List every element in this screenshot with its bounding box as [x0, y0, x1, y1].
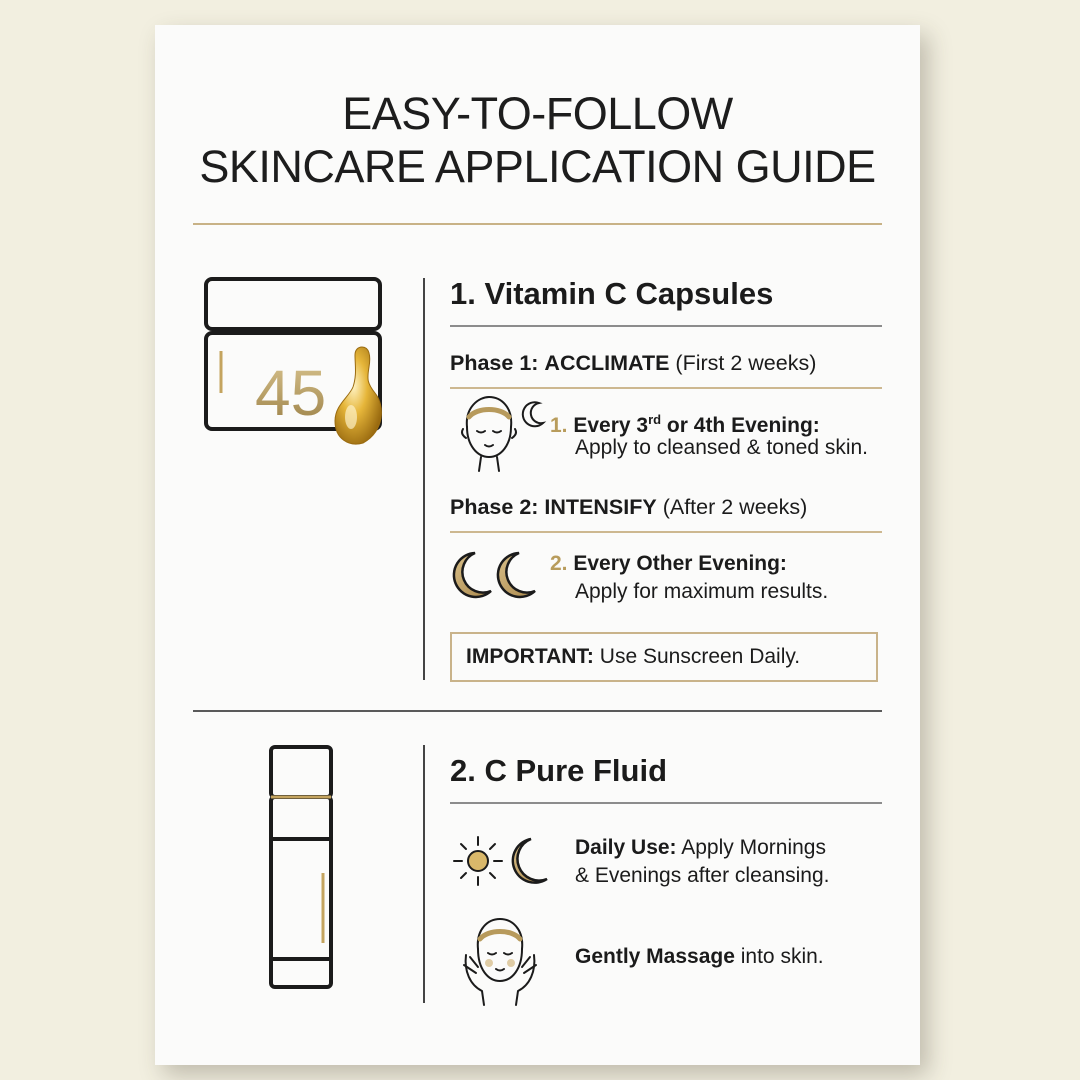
important-note-box	[450, 632, 878, 682]
daily-use-label: Daily Use:	[575, 836, 677, 859]
phase-1-label	[450, 351, 816, 376]
crescent-moon-icon	[513, 839, 547, 883]
phase-1-note: (First 2 weeks)	[675, 351, 817, 375]
phase-1-name: ACCLIMATE	[544, 351, 670, 375]
section-1-heading-rule	[450, 325, 882, 327]
phase-2-note: (After 2 weeks)	[662, 495, 808, 519]
crescent-moon-icon	[498, 553, 535, 597]
step-1-title-pre: Every 3	[573, 414, 649, 437]
title-line-1: EASY-TO-FOLLOW	[342, 88, 733, 139]
phase-2-name: INTENSIFY	[544, 495, 657, 519]
step-1-title-sup: rd	[648, 412, 662, 427]
phase-2-label	[450, 495, 807, 520]
section-divider	[193, 710, 882, 712]
massage-text	[575, 942, 824, 971]
guide-card	[155, 25, 920, 1065]
step-2-title	[550, 549, 787, 578]
capsule-icon	[335, 347, 381, 444]
daily-use-line-1: Apply Mornings	[681, 836, 826, 859]
section-2-heading: 2. C Pure Fluid	[450, 753, 668, 788]
section-1-divider	[423, 278, 425, 680]
step-2-number: 2.	[550, 552, 568, 575]
bottle-icon	[267, 743, 339, 998]
massage-rest: into skin.	[740, 945, 824, 968]
jar-icon	[203, 275, 388, 480]
phase-2-rule	[450, 531, 882, 533]
daily-use-text	[575, 833, 826, 862]
sun-moon-icon	[453, 833, 553, 889]
phase-1-rule	[450, 387, 882, 389]
important-text: Use Sunscreen Daily.	[599, 645, 801, 668]
daily-use-line-2: & Evenings after cleansing.	[575, 864, 830, 887]
jar-number: 45	[255, 357, 327, 429]
page-title	[155, 87, 920, 193]
section-1-heading: 1. Vitamin C Capsules	[450, 276, 774, 311]
crescent-moon-icon	[523, 402, 543, 426]
face-massage-icon	[460, 915, 540, 1007]
section-2-divider	[423, 745, 425, 1003]
face-headband-icon	[457, 393, 547, 475]
crescent-moon-icon	[454, 553, 491, 597]
section-2-heading-rule	[450, 802, 882, 804]
step-2-title-text: Every Other Evening:	[573, 552, 787, 575]
title-line-2: SKINCARE APPLICATION GUIDE	[199, 141, 876, 192]
crescent-moons-icon	[453, 551, 543, 601]
step-2-desc: Apply for maximum results.	[575, 580, 829, 603]
phase-2-prefix: Phase 2:	[450, 495, 539, 519]
step-1-number: 1.	[550, 414, 568, 437]
massage-label: Gently Massage	[575, 945, 735, 968]
important-label: IMPORTANT:	[466, 645, 594, 668]
phase-1-prefix: Phase 1:	[450, 351, 539, 375]
step-1-desc: Apply to cleansed & toned skin.	[575, 436, 869, 459]
step-1-title-post: or 4th Evening:	[661, 414, 820, 437]
sun-icon	[454, 837, 502, 885]
title-divider	[193, 223, 882, 225]
